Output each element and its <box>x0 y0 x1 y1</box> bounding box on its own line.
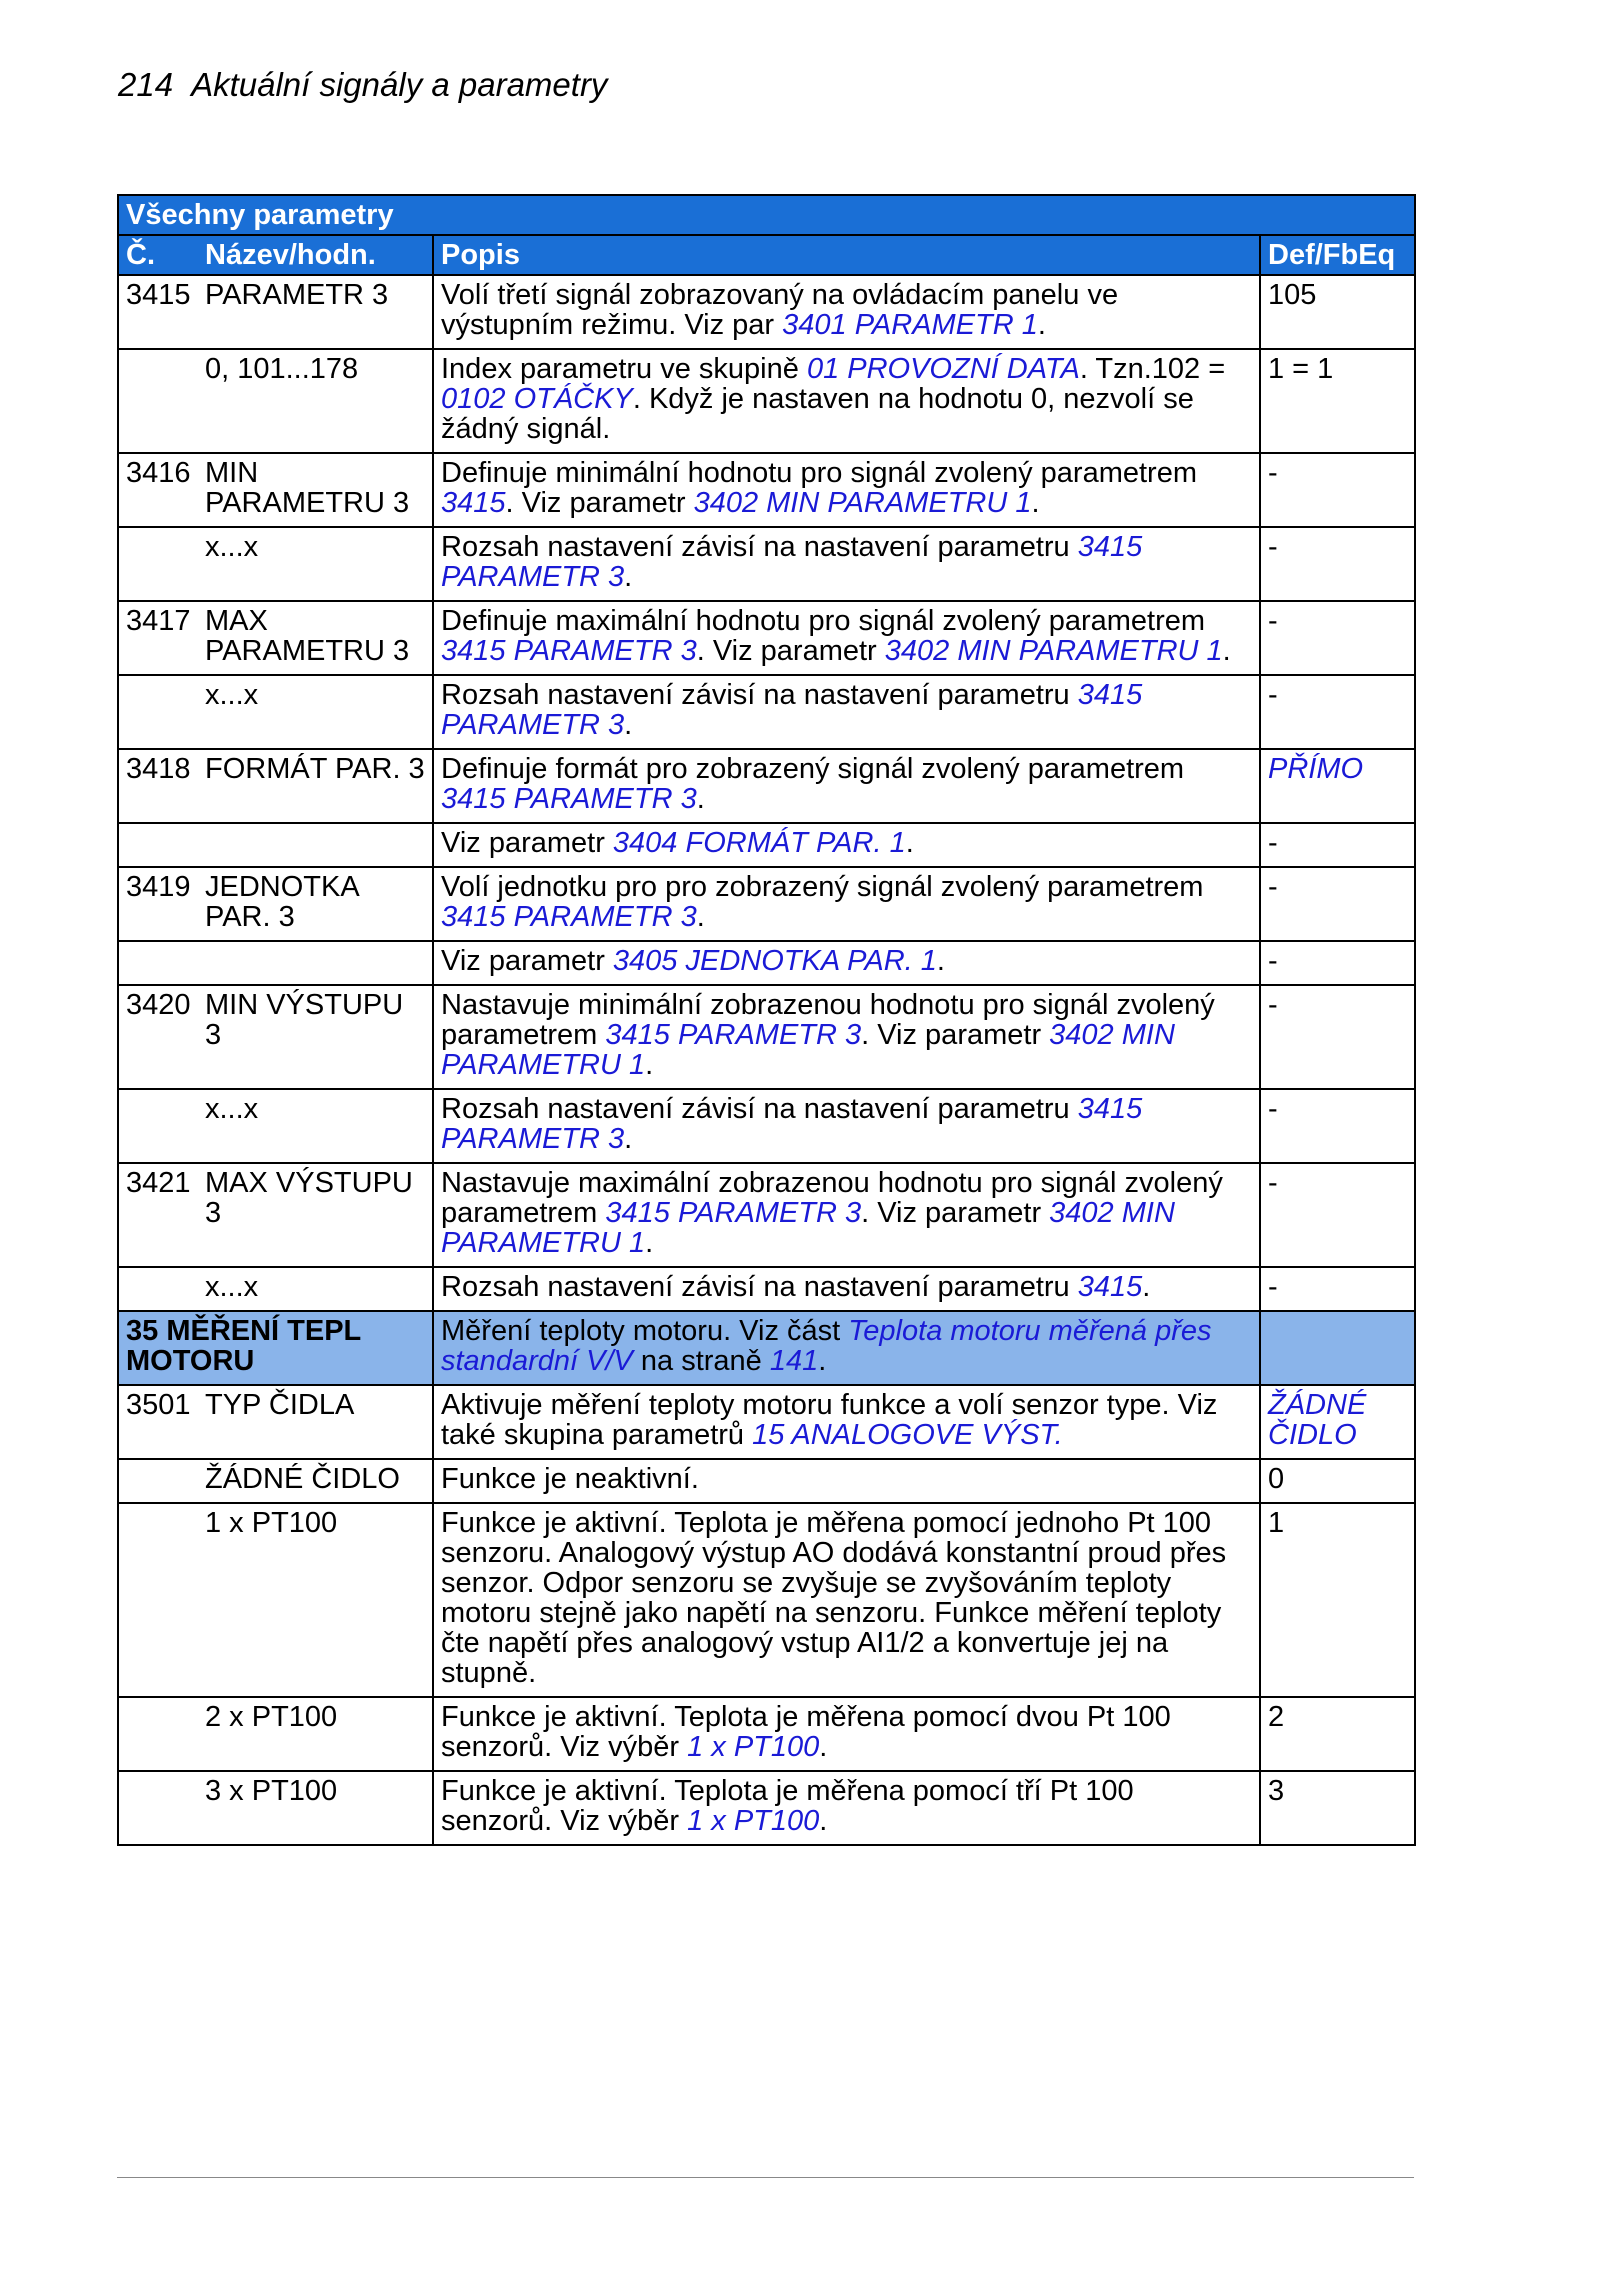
cross-reference-link[interactable]: ŽÁDNÉ ČIDLO <box>1268 1389 1367 1451</box>
param-name: MAX VÝSTUPU 3 <box>203 1163 433 1267</box>
param-description <box>433 1503 1260 1697</box>
cross-reference-link[interactable]: 0102 OTÁČKY <box>441 383 633 415</box>
table-row <box>118 1089 1415 1163</box>
cross-reference-link[interactable]: 3404 FORMÁT PAR. 1 <box>612 827 906 859</box>
text-segment: Funkce je aktivní. Teplota je měřena pomocí dvou Pt 100 senzorů. Viz výběr <box>441 1701 1171 1763</box>
table-row <box>118 601 1415 675</box>
cross-reference-link[interactable]: 3415 <box>1077 1271 1143 1303</box>
param-number: 3420 <box>118 985 203 1089</box>
text-segment: . <box>1031 487 1040 519</box>
text-segment: Viz parametr <box>441 827 613 859</box>
param-name: ŽÁDNÉ ČIDLO <box>203 1459 433 1503</box>
page-number: 214 <box>118 66 174 103</box>
text-segment: Volí třetí signál zobrazovaný na ovládacím panelu ve výstupním režimu. Viz par <box>441 279 1119 341</box>
column-header-description: Popis <box>433 235 1260 275</box>
text-segment: . <box>1222 635 1231 667</box>
text-segment: . <box>696 783 705 815</box>
cross-reference-link[interactable]: 3401 PARAMETR 1 <box>782 309 1038 341</box>
param-number <box>118 823 203 867</box>
param-number: 3421 <box>118 1163 203 1267</box>
param-default <box>1260 1771 1415 1845</box>
param-default <box>1260 453 1415 527</box>
param-number <box>118 1697 203 1771</box>
text-segment: Rozsah nastavení závisí na nastavení parametru <box>441 679 1078 711</box>
param-description <box>433 1697 1260 1771</box>
param-default <box>1260 749 1415 823</box>
cross-reference-link[interactable]: 01 PROVOZNÍ DATA <box>806 353 1080 385</box>
param-default <box>1260 941 1415 985</box>
param-name <box>203 823 433 867</box>
text-segment: Rozsah nastavení závisí na nastavení parametru <box>441 531 1078 563</box>
param-name: JEDNOTKA PAR. 3 <box>203 867 433 941</box>
param-name: x...x <box>203 1089 433 1163</box>
param-number <box>118 675 203 749</box>
param-description <box>433 749 1260 823</box>
text-segment: - <box>1268 827 1278 859</box>
cross-reference-link[interactable]: 3402 MIN PARAMETRU 1 <box>441 1197 1175 1259</box>
text-segment: . Viz parametr <box>861 1019 1050 1051</box>
param-number <box>118 349 203 453</box>
param-default <box>1260 527 1415 601</box>
cross-reference-link[interactable]: 141 <box>769 1345 819 1377</box>
cross-reference-link[interactable]: 3415 PARAMETR 3 <box>605 1197 862 1229</box>
param-number <box>118 1459 203 1503</box>
param-description <box>433 1771 1260 1845</box>
group-default <box>1260 1311 1415 1385</box>
param-name: PARAMETR 3 <box>203 275 433 349</box>
cross-reference-link[interactable]: 3415 PARAMETR 3 <box>441 1093 1143 1155</box>
cross-reference-link[interactable]: 3415 PARAMETR 3 <box>441 531 1143 593</box>
text-segment: Rozsah nastavení závisí na nastavení parametru <box>441 1093 1078 1125</box>
cross-reference-link[interactable]: 3415 PARAMETR 3 <box>441 679 1143 741</box>
text-segment: Volí jednotku pro pro zobrazený signál zvolený parametrem <box>441 871 1204 903</box>
text-segment: . Když je nastaven na hodnotu 0, nezvolí se žádný signál. <box>441 383 1194 445</box>
param-default <box>1260 1697 1415 1771</box>
cross-reference-link[interactable]: 1 x PT100 <box>687 1805 820 1837</box>
table-row <box>118 985 1415 1089</box>
param-description <box>433 823 1260 867</box>
text-segment: na straně <box>632 1345 770 1377</box>
cross-reference-link[interactable]: 3405 JEDNOTKA PAR. 1 <box>612 945 937 977</box>
text-segment: . <box>1142 1271 1151 1303</box>
param-name: x...x <box>203 1267 433 1311</box>
parameter-table <box>117 194 1416 1846</box>
table-row <box>118 1697 1415 1771</box>
param-description <box>433 867 1260 941</box>
table-title: Všechny parametry <box>118 195 1415 235</box>
param-description <box>433 1163 1260 1267</box>
text-segment: Index parametru ve skupině <box>441 353 807 385</box>
param-description <box>433 1459 1260 1503</box>
text-segment: Funkce je aktivní. Teplota je měřena pomocí jednoho Pt 100 senzoru. Analogový výstup AO dodává konstantní proud přes senzor. Odpor senzoru se zvyšuje se zvyšováním teploty motoru stejně jako napětí na senzoru. Funkce měření teploty čte napětí přes analogový vstup AI1/2 a konvertuje jej na stupně. <box>441 1507 1227 1689</box>
param-default <box>1260 1459 1415 1503</box>
text-segment: . <box>696 901 705 933</box>
param-number <box>118 941 203 985</box>
param-number: 3501 <box>118 1385 203 1459</box>
table-row <box>118 941 1415 985</box>
param-default <box>1260 601 1415 675</box>
cross-reference-link[interactable]: 3415 <box>441 487 506 519</box>
page-header <box>118 66 607 104</box>
param-default <box>1260 985 1415 1089</box>
table-row <box>118 1163 1415 1267</box>
text-segment: Viz parametr <box>441 945 613 977</box>
text-segment: 2 <box>1268 1701 1285 1733</box>
text-segment: Nastavuje maximální zobrazenou hodnotu pro signál zvolený parametrem <box>441 1167 1223 1229</box>
text-segment: 0 <box>1268 1463 1285 1495</box>
column-header-name: Název/hodn. <box>203 235 433 275</box>
text-segment: - <box>1268 531 1278 563</box>
text-segment: - <box>1268 989 1278 1021</box>
cross-reference-link[interactable]: 3415 PARAMETR 3 <box>441 783 697 815</box>
param-default <box>1260 1385 1415 1459</box>
table-row <box>118 867 1415 941</box>
text-segment: - <box>1268 945 1278 977</box>
param-description <box>433 1089 1260 1163</box>
cross-reference-link[interactable]: 3402 MIN PARAMETRU 1 <box>884 635 1223 667</box>
param-description <box>433 985 1260 1089</box>
footer-divider <box>117 2177 1414 2178</box>
text-segment: - <box>1268 1271 1278 1303</box>
text-segment: . Viz parametr <box>505 487 694 519</box>
text-segment: . <box>624 1123 633 1155</box>
cross-reference-link[interactable]: 15 ANALOGOVE VÝST. <box>752 1419 1063 1451</box>
table-row <box>118 1503 1415 1697</box>
cross-reference-link[interactable]: 3415 PARAMETR 3 <box>605 1019 862 1051</box>
page-title: Aktuální signály a parametry <box>191 66 608 103</box>
param-default <box>1260 1089 1415 1163</box>
param-description <box>433 275 1260 349</box>
param-name <box>203 941 433 985</box>
table-row <box>118 749 1415 823</box>
text-segment: . Viz parametr <box>861 1197 1050 1229</box>
text-segment: . <box>818 1345 827 1377</box>
cross-reference-link[interactable]: PŘÍMO <box>1268 753 1364 785</box>
param-name: x...x <box>203 527 433 601</box>
param-name: MIN PARAMETRU 3 <box>203 453 433 527</box>
param-description <box>433 675 1260 749</box>
param-number <box>118 1089 203 1163</box>
param-default <box>1260 867 1415 941</box>
param-description <box>433 941 1260 985</box>
param-description <box>433 1385 1260 1459</box>
param-number <box>118 527 203 601</box>
text-segment: - <box>1268 1167 1278 1199</box>
text-segment: . <box>819 1731 828 1763</box>
table-row <box>118 453 1415 527</box>
column-header-no: Č. <box>118 235 203 275</box>
column-header-row <box>118 235 1415 275</box>
param-description <box>433 601 1260 675</box>
table-row <box>118 675 1415 749</box>
text-segment: Definuje formát pro zobrazený signál zvolený parametrem <box>441 753 1185 785</box>
param-name: 2 x PT100 <box>203 1697 433 1771</box>
text-segment: . <box>1037 309 1046 341</box>
param-name: x...x <box>203 675 433 749</box>
text-segment: . Tzn.102 = <box>1079 353 1226 385</box>
text-segment: . <box>645 1049 654 1081</box>
text-segment: Aktivuje měření teploty motoru funkce a volí senzor type. Viz také skupina parametrů <box>441 1389 1218 1451</box>
param-number: 3419 <box>118 867 203 941</box>
text-segment: . <box>624 561 633 593</box>
param-number <box>118 1267 203 1311</box>
text-segment: Definuje minimální hodnotu pro signál zvolený parametrem <box>441 457 1197 489</box>
param-number: 3418 <box>118 749 203 823</box>
table-row <box>118 527 1415 601</box>
table-row <box>118 1459 1415 1503</box>
text-segment: Nastavuje minimální zobrazenou hodnotu pro signál zvolený parametrem <box>441 989 1215 1051</box>
text-segment: Funkce je neaktivní. <box>441 1463 699 1495</box>
param-description <box>433 527 1260 601</box>
text-segment: - <box>1268 605 1278 637</box>
cross-reference-link[interactable]: Teplota motoru měřená přes standardní V/V <box>441 1315 1212 1377</box>
cross-reference-link[interactable]: 1 x PT100 <box>687 1731 820 1763</box>
text-segment: . <box>819 1805 828 1837</box>
text-segment: - <box>1268 457 1278 489</box>
table-row <box>118 1771 1415 1845</box>
param-default <box>1260 675 1415 749</box>
text-segment: - <box>1268 1093 1278 1125</box>
param-default <box>1260 275 1415 349</box>
cross-reference-link[interactable]: 3402 MIN PARAMETRU 1 <box>693 487 1032 519</box>
param-default <box>1260 1267 1415 1311</box>
text-segment: . <box>936 945 945 977</box>
column-header-default: Def/FbEq <box>1260 235 1415 275</box>
text-segment: . <box>905 827 914 859</box>
text-segment: 1 = 1 <box>1268 353 1334 385</box>
table-row <box>118 1385 1415 1459</box>
param-name: FORMÁT PAR. 3 <box>203 749 433 823</box>
param-default <box>1260 1163 1415 1267</box>
param-default <box>1260 1503 1415 1697</box>
param-name: TYP ČIDLA <box>203 1385 433 1459</box>
param-description <box>433 453 1260 527</box>
group-row <box>118 1311 1415 1385</box>
param-name: 3 x PT100 <box>203 1771 433 1845</box>
param-number: 3416 <box>118 453 203 527</box>
param-description <box>433 1267 1260 1311</box>
group-name: 35 MĚŘENÍ TEPL MOTORU <box>118 1311 433 1385</box>
text-segment: Rozsah nastavení závisí na nastavení parametru <box>441 1271 1078 1303</box>
param-name: MAX PARAMETRU 3 <box>203 601 433 675</box>
cross-reference-link[interactable]: 3402 MIN PARAMETRU 1 <box>441 1019 1175 1081</box>
text-segment: . <box>624 709 633 741</box>
table-row <box>118 275 1415 349</box>
text-segment: . Viz parametr <box>696 635 885 667</box>
cross-reference-link[interactable]: 3415 PARAMETR 3 <box>441 901 697 933</box>
text-segment: - <box>1268 871 1278 903</box>
table-row <box>118 823 1415 867</box>
group-description <box>433 1311 1260 1385</box>
text-segment: 3 <box>1268 1775 1285 1807</box>
text-segment: Měření teploty motoru. Viz část <box>441 1315 849 1347</box>
text-segment: Funkce je aktivní. Teplota je měřena pomocí tří Pt 100 senzorů. Viz výběr <box>441 1775 1134 1837</box>
param-name: 0, 101...178 <box>203 349 433 453</box>
text-segment: Definuje maximální hodnotu pro signál zvolený parametrem <box>441 605 1206 637</box>
text-segment: . <box>645 1227 654 1259</box>
table-row <box>118 349 1415 453</box>
param-number: 3415 <box>118 275 203 349</box>
table-title-row <box>118 195 1415 235</box>
param-default <box>1260 349 1415 453</box>
param-name: MIN VÝSTUPU 3 <box>203 985 433 1089</box>
param-default <box>1260 823 1415 867</box>
table-row <box>118 1267 1415 1311</box>
text-segment: - <box>1268 679 1278 711</box>
cross-reference-link[interactable]: 3415 PARAMETR 3 <box>441 635 697 667</box>
param-name: 1 x PT100 <box>203 1503 433 1697</box>
param-number <box>118 1771 203 1845</box>
text-segment: 1 <box>1268 1507 1285 1539</box>
param-description <box>433 349 1260 453</box>
text-segment: 105 <box>1268 279 1317 311</box>
param-number: 3417 <box>118 601 203 675</box>
param-number <box>118 1503 203 1697</box>
